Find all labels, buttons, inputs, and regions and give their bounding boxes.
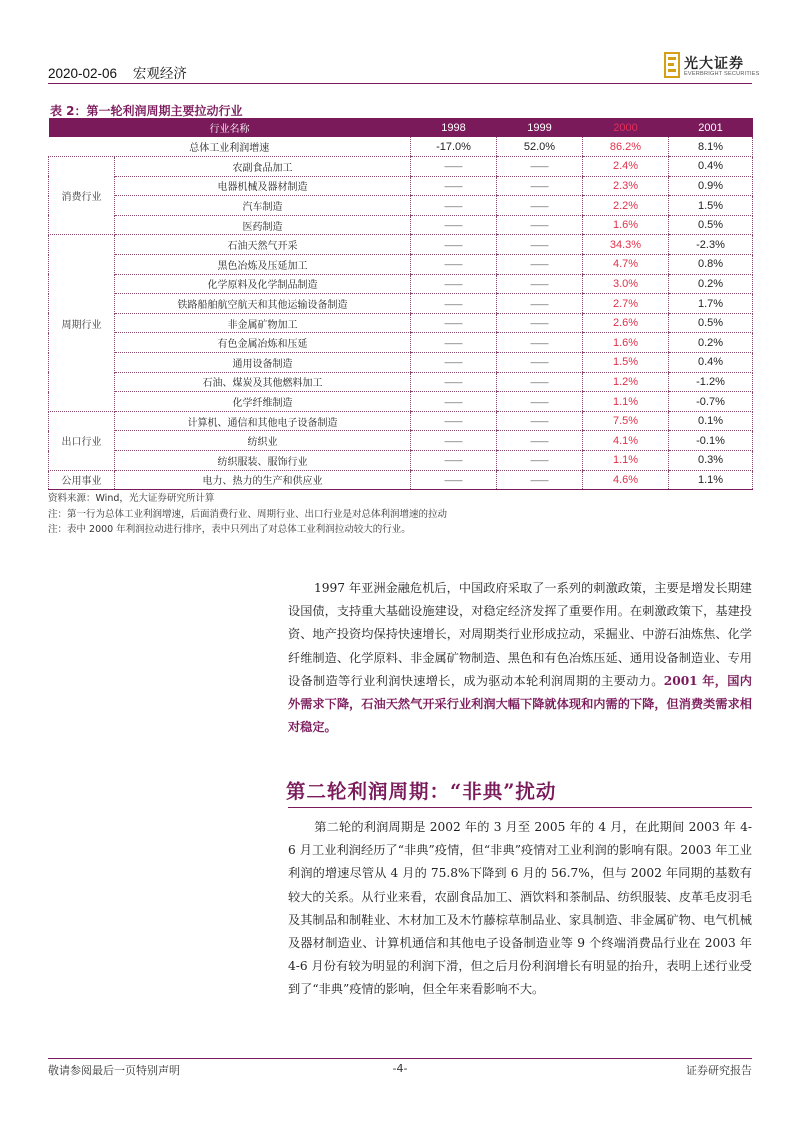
value-1998: —— (411, 431, 497, 451)
value-2001: -1.2% (669, 372, 753, 392)
total-1999: 52.0% (497, 137, 583, 157)
table-row (49, 274, 753, 294)
table-row (49, 333, 753, 353)
value-1998: —— (411, 313, 497, 333)
value-2001: -0.7% (669, 392, 753, 412)
value-2001: -2.3% (669, 235, 753, 255)
page-number: -4- (392, 1062, 408, 1075)
value-1998: —— (411, 294, 497, 314)
value-2000: 1.2% (583, 372, 669, 392)
category-export: 出口行业 (49, 411, 115, 470)
value-1998: —— (411, 411, 497, 431)
industry-table (48, 118, 753, 490)
industry-name: 化学原料及化学制品制造 (115, 274, 411, 294)
header-divider (48, 83, 752, 84)
value-1998: —— (411, 157, 497, 177)
value-2000: 2.4% (583, 157, 669, 177)
value-1999: —— (497, 411, 583, 431)
value-2000: 34.3% (583, 235, 669, 255)
industry-name: 通用设备制造 (115, 353, 411, 373)
industry-name: 计算机、通信和其他电子设备制造 (115, 411, 411, 431)
value-2000: 1.5% (583, 353, 669, 373)
industry-name: 电力、热力的生产和供应业 (115, 470, 411, 490)
industry-name: 医药制造 (115, 215, 411, 235)
table-row (49, 372, 753, 392)
table-row (49, 313, 753, 333)
value-1999: —— (497, 157, 583, 177)
value-2001: -0.1% (669, 431, 753, 451)
industry-name: 纺织业 (115, 431, 411, 451)
value-2000: 1.6% (583, 333, 669, 353)
table-row (49, 451, 753, 471)
value-1999: —— (497, 176, 583, 196)
industry-name: 化学纤维制造 (115, 392, 411, 412)
value-2001: 0.1% (669, 411, 753, 431)
industry-name: 农副食品加工 (115, 157, 411, 177)
value-1999: —— (497, 313, 583, 333)
value-1999: —— (497, 196, 583, 216)
value-1999: —— (497, 451, 583, 471)
section-title: 第二轮利润周期：“非典”扰动 (286, 780, 557, 803)
value-1999: —— (497, 470, 583, 490)
value-2001: 0.5% (669, 313, 753, 333)
page-header (48, 62, 187, 82)
category-cyclical: 周期行业 (49, 235, 115, 411)
table-row-total (49, 137, 753, 157)
value-1999: —— (497, 333, 583, 353)
value-2000: 1.1% (583, 451, 669, 471)
footer-disclaimer: 敬请参阅最后一页特别声明 (48, 1064, 180, 1077)
industry-name: 纺织服装、服饰行业 (115, 451, 411, 471)
value-1998: —— (411, 353, 497, 373)
report-date: 2020-02-06 (48, 66, 118, 81)
total-row-name: 总体工业利润增速 (49, 137, 411, 157)
table-note-1: 注：第一行为总体工业利润增速，后面消费行业、周期行业、出口行业是对总体利润增速的拉动 (48, 508, 448, 520)
value-2001: 0.9% (669, 176, 753, 196)
value-1998: —— (411, 451, 497, 471)
paragraph-2-text: 第二轮的利润周期是 2002 年的 3 月至 2005 年的 4 月，在此期间 2003 年 4-6 月工业利润经历了“非典”疫情，但“非典”疫情对工业利润的影响有限。2003 年工业利润的增速尽管从 4 月的 75.8%下降到 6 月的 56.7%，但与 2002 年同期的基数有较大的关系。从行业来看，农副食品加工、酒饮料和茶制品、纺织服装、皮革毛皮羽毛及其制品和制鞋业、木材加工及木竹藤棕草制品业、家具制造、非金属矿物、电气机械及器材制造业、计算机通信和其他电子设备制造业等 9 个终端消费品行业在 2003 年 4-6 月份有较为明显的利润下滑，但之后月份利润增长有明显的抬升，表明上述行业受到了“非典”疫情的影响，但全年来看影响不大。 (288, 820, 752, 997)
value-2001: 0.3% (669, 451, 753, 471)
brand-name-cn: 光大证券 (684, 56, 744, 72)
value-2001: 1.1% (669, 470, 753, 490)
body-paragraph-1 (288, 577, 752, 739)
table-row (49, 215, 753, 235)
value-2001: 0.5% (669, 215, 753, 235)
col-header-industry: 行业名称 (49, 118, 411, 137)
value-1998: —— (411, 470, 497, 490)
value-1999: —— (497, 372, 583, 392)
industry-name: 汽车制造 (115, 196, 411, 216)
table-source: 资料来源：Wind，光大证券研究所计算 (48, 493, 215, 504)
table-note-2: 注：表中 2000 年利润拉动进行排序，表中只列出了对总体工业利润拉动较大的行业。 (48, 524, 411, 535)
industry-name: 黑色冶炼及压延加工 (115, 255, 411, 275)
industry-name: 电器机械及器材制造 (115, 176, 411, 196)
table-header-row (49, 118, 753, 137)
value-1999: —— (497, 353, 583, 373)
footer-report-type: 证券研究报告 (686, 1064, 752, 1077)
table-row (49, 235, 753, 255)
industry-name: 石油天然气开采 (115, 235, 411, 255)
value-2001: 0.4% (669, 157, 753, 177)
brand-logo (664, 52, 760, 80)
paragraph-1-emphasis: 2001 年，国内外需求下降，石油天然气开采行业利润大幅下降就体现和内需的下降，但消费类需求相对稳定。 (288, 673, 752, 735)
category-consumer: 消费行业 (49, 157, 115, 235)
value-1999: —— (497, 235, 583, 255)
category-utilities: 公用事业 (49, 470, 115, 490)
col-header-2000: 2000 (583, 118, 669, 137)
value-2000: 2.7% (583, 294, 669, 314)
value-1998: —— (411, 372, 497, 392)
value-2000: 2.6% (583, 313, 669, 333)
value-2000: 2.3% (583, 176, 669, 196)
table-row (49, 353, 753, 373)
footer-divider (48, 1058, 752, 1059)
value-2000: 1.1% (583, 392, 669, 412)
value-1999: —— (497, 431, 583, 451)
total-2001: 8.1% (669, 137, 753, 157)
industry-name: 有色金属冶炼和压延 (115, 333, 411, 353)
value-1998: —— (411, 333, 497, 353)
table-row (49, 411, 753, 431)
industry-name: 非金属矿物加工 (115, 313, 411, 333)
industry-name: 铁路船舶航空航天和其他运输设备制造 (115, 294, 411, 314)
table-row (49, 294, 753, 314)
value-2001: 0.2% (669, 333, 753, 353)
brand-name-en: EVERBRIGHT SECURITIES (684, 71, 760, 77)
value-2001: 1.7% (669, 294, 753, 314)
value-1999: —— (497, 294, 583, 314)
value-1998: —— (411, 235, 497, 255)
value-1998: —— (411, 176, 497, 196)
value-1998: —— (411, 255, 497, 275)
table-notes (48, 491, 447, 538)
value-1999: —— (497, 215, 583, 235)
report-category: 宏观经济 (132, 66, 187, 81)
industry-name: 石油、煤炭及其他燃料加工 (115, 372, 411, 392)
table-row (49, 176, 753, 196)
value-2000: 7.5% (583, 411, 669, 431)
value-2000: 3.0% (583, 274, 669, 294)
value-2001: 0.8% (669, 255, 753, 275)
paragraph-1-text: 1997 年亚洲金融危机后，中国政府采取了一系列的刺激政策，主要是增发长期建设国债，支持重大基础设施建设，对稳定经济发挥了重要作用。在刺激政策下，基建投资、地产投资均保持快速增长，对周期类行业形成拉动，采掘业、中游石油炼焦、化学纤维制造、化学原料、非金属矿物制造、黑色和有色冶炼压延、通用设备制造业、专用设备制造等行业利润快速增长，成为驱动本轮利润周期的主要动力。 (288, 581, 752, 688)
value-1998: —— (411, 392, 497, 412)
table-row (49, 431, 753, 451)
table-row (49, 196, 753, 216)
value-1999: —— (497, 274, 583, 294)
value-2001: 0.2% (669, 274, 753, 294)
col-header-1999: 1999 (497, 118, 583, 137)
total-2000: 86.2% (583, 137, 669, 157)
table-row (49, 392, 753, 412)
table-caption: 表 2：第一轮利润周期主要拉动行业 (50, 104, 243, 118)
value-1999: —— (497, 392, 583, 412)
table-row (49, 470, 753, 490)
value-2000: 1.6% (583, 215, 669, 235)
section-divider (288, 807, 752, 808)
value-2000: 4.1% (583, 431, 669, 451)
table-row (49, 157, 753, 177)
value-2000: 2.2% (583, 196, 669, 216)
value-2001: 0.4% (669, 353, 753, 373)
value-2000: 4.7% (583, 255, 669, 275)
value-2001: 1.5% (669, 196, 753, 216)
value-1998: —— (411, 274, 497, 294)
col-header-2001: 2001 (669, 118, 753, 137)
brand-logo-icon (664, 52, 680, 78)
value-1998: —— (411, 215, 497, 235)
value-1999: —— (497, 255, 583, 275)
table-row (49, 255, 753, 275)
value-1998: —— (411, 196, 497, 216)
col-header-1998: 1998 (411, 118, 497, 137)
body-paragraph-2 (288, 816, 752, 1002)
total-1998: -17.0% (411, 137, 497, 157)
value-2000: 4.6% (583, 470, 669, 490)
